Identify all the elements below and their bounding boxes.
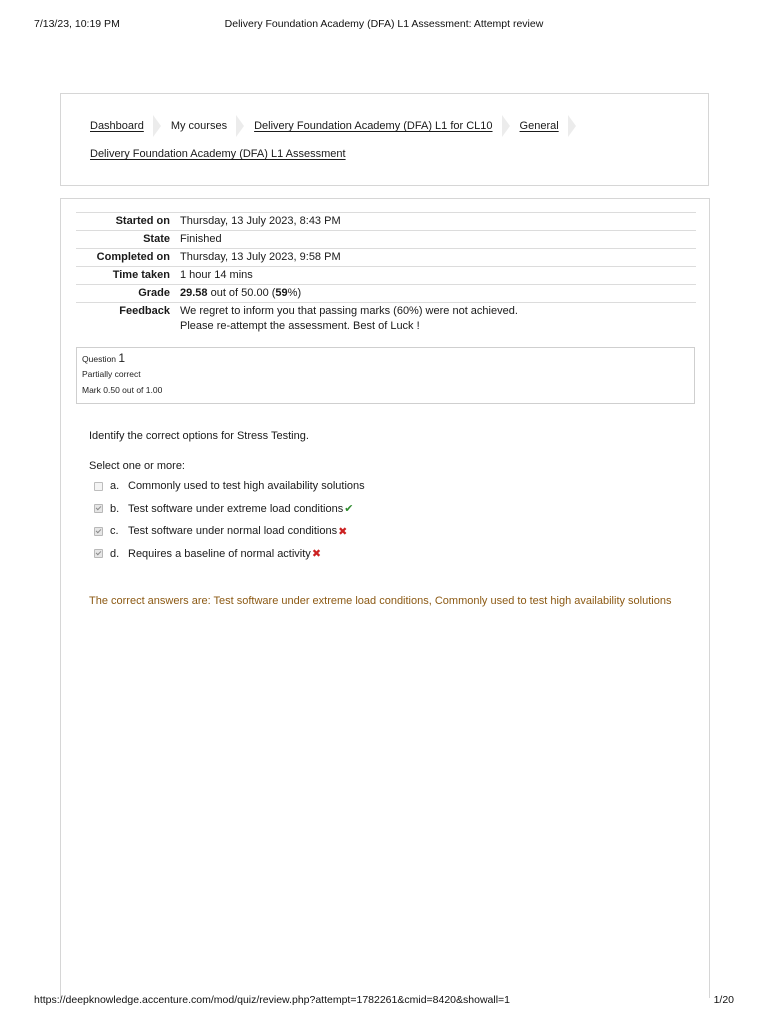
question-number-value: 1 [118,351,126,365]
attempt-summary-table [76,212,696,335]
question-label: Question [82,354,119,364]
feedback-line-1: We regret to inform you that passing marks (60%) were not achieved. [180,305,518,317]
print-datetime: 7/13/23, 10:19 PM [34,18,120,30]
breadcrumb-course[interactable]: Delivery Foundation Academy (DFA) L1 for CL10 [254,120,493,132]
feedback-value [176,303,696,336]
breadcrumb-dashboard[interactable]: Dashboard [90,120,144,132]
summary-row-time [76,267,696,285]
option-letter: a. [110,480,120,493]
chevron-right-icon [568,115,576,137]
grade-value [176,285,696,303]
option-text: Commonly used to test high availability solutions [128,480,365,493]
answer-option-b [94,498,365,521]
checkbox-a[interactable] [94,482,103,491]
feedback-label: Feedback [76,303,176,336]
state-label: State [76,231,176,249]
answer-option-c [94,520,365,543]
time-taken-label: Time taken [76,267,176,285]
question-info [76,347,695,404]
print-page-number: 1/20 [713,994,734,1006]
started-value: Thursday, 13 July 2023, 8:43 PM [176,213,696,231]
checkbox-b[interactable] [94,504,103,513]
question-number [82,352,689,366]
question-text: Identify the correct options for Stress Testing. [89,430,309,442]
correct-answers-feedback: The correct answers are: Test software under extreme load conditions, Commonly used to test high availability solutions [89,595,672,607]
grade-out-of: out of 50.00 ( [207,287,276,299]
summary-row-feedback [76,303,696,336]
summary-row-state [76,231,696,249]
option-letter: b. [110,502,120,515]
checkbox-c[interactable] [94,527,103,536]
time-taken-value: 1 hour 14 mins [176,267,696,285]
answer-options [94,475,365,565]
state-value: Finished [176,231,696,249]
chevron-right-icon [502,115,510,137]
option-text: Test software under extreme load conditions [128,502,344,515]
summary-row-started [76,213,696,231]
breadcrumb-assessment[interactable]: Delivery Foundation Academy (DFA) L1 Assessment [90,148,346,160]
print-title: Delivery Foundation Academy (DFA) L1 Assessment: Attempt review [224,18,544,30]
grade-percent: 59 [275,287,288,299]
check-icon: ✔ [344,503,354,516]
completed-label: Completed on [76,249,176,267]
breadcrumb [90,112,690,168]
question-prompt: Select one or more: [89,460,185,472]
option-letter: d. [110,547,120,560]
answer-option-a [94,475,365,498]
summary-row-completed [76,249,696,267]
chevron-right-icon [236,115,244,137]
breadcrumb-panel [60,93,709,186]
cross-icon: ✖ [311,548,322,561]
cross-icon: ✖ [338,525,348,538]
grade-close: %) [287,287,302,299]
grade-label: Grade [76,285,176,303]
summary-row-grade [76,285,696,303]
feedback-line-2: Please re-attempt the assessment. Best of Luck ! [180,320,420,332]
breadcrumb-general[interactable]: General [519,120,559,132]
checkbox-d[interactable] [94,549,103,558]
completed-value: Thursday, 13 July 2023, 9:58 PM [176,249,696,267]
option-text: Test software under normal load conditions [128,525,338,538]
option-text: Requires a baseline of normal activity [128,547,311,560]
question-state: Partially correct [82,369,141,379]
attempt-review-panel [60,198,710,998]
grade-score: 29.58 [180,287,208,299]
print-url: https://deepknowledge.accenture.com/mod/quiz/review.php?attempt=1782261&cmid=8420&showall=1 [34,994,511,1006]
question-mark: Mark 0.50 out of 1.00 [82,385,163,395]
started-label: Started on [76,213,176,231]
option-letter: c. [110,525,119,538]
breadcrumb-my-courses: My courses [170,120,228,132]
answer-option-d [94,543,365,566]
chevron-right-icon [153,115,161,137]
